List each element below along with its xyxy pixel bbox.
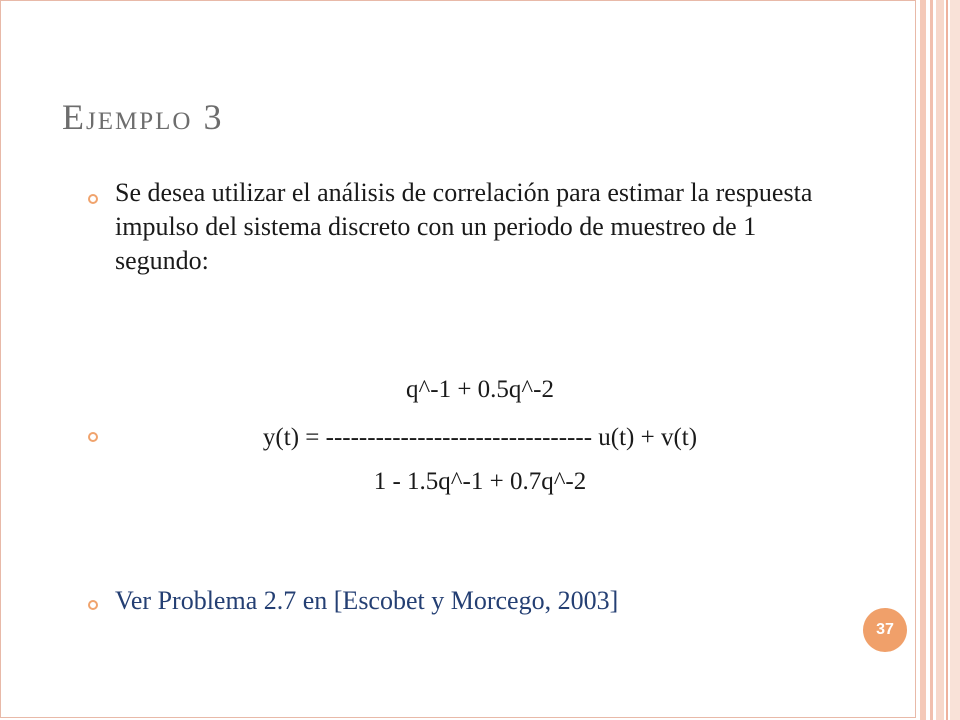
problem-statement: Se desea utilizar el análisis de correlación para estimar la respuesta impulso del sistema discreto con un periodo de muestreo de 1 segundo: (115, 178, 813, 275)
page-number-badge: 37 (863, 608, 907, 652)
decorative-stripe (920, 0, 926, 720)
title-rest: jemplo 3 (86, 97, 224, 137)
bullet-icon (88, 432, 98, 442)
title-initial: E (62, 97, 86, 137)
decorative-stripe (950, 0, 960, 720)
bullet-icon (88, 600, 98, 610)
bullet-icon (88, 194, 98, 204)
reference-link[interactable]: Ver Problema 2.7 en [Escobet y Morcego, 2003] (115, 586, 619, 615)
formula-denominator: 1 - 1.5q^-1 + 0.7q^-2 (373, 468, 587, 495)
slide-title (62, 96, 223, 138)
decorative-stripe (946, 0, 948, 720)
formula-main-line: y(t) = -------------------------------- u(t) + v(t) (262, 424, 698, 451)
decorative-stripe (930, 0, 933, 720)
formula-numerator: q^-1 + 0.5q^-2 (406, 376, 554, 403)
decorative-stripe (936, 0, 944, 720)
